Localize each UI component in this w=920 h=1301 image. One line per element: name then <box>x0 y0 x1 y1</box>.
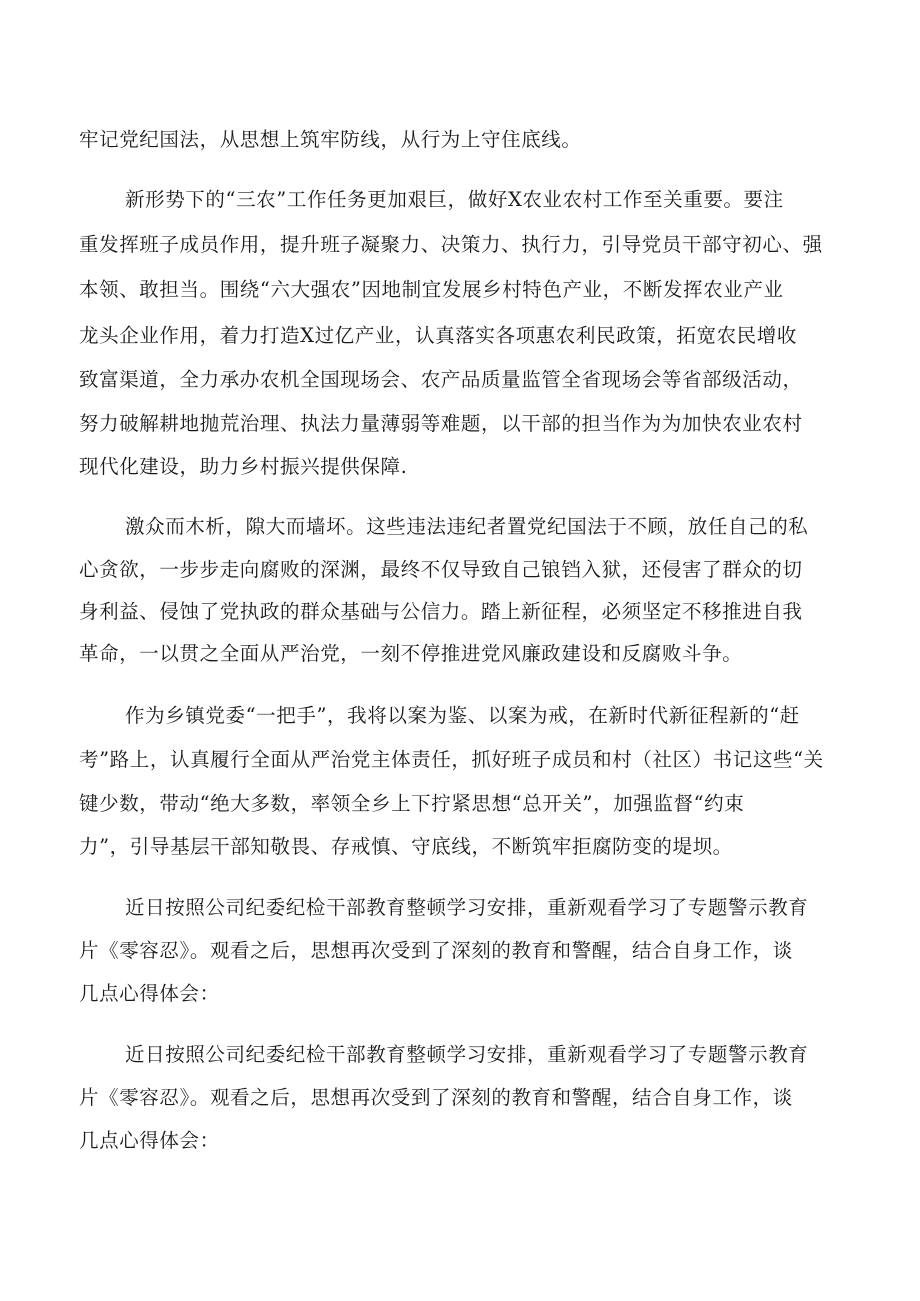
text-line: 作为乡镇党委“一把手”，我将以案为鉴、以案为戒，在新时代新征程新的“赶 <box>125 704 800 727</box>
text-line: 现代化建设，助力乡村振兴提供保障. <box>79 455 408 478</box>
text-line: 牢记党纪国法，从思想上筑牢防线，从行为上守住底线。 <box>79 128 582 151</box>
text-line: 身利益、侵蚀了党执政的群众基础与公信力。踏上新征程，必须坚定不移推进自我 <box>79 600 803 623</box>
text-line: 心贪欲，一步步走向腐败的深渊，最终不仅导致自己锒铛入狱，还侵害了群众的切 <box>79 558 803 581</box>
text-line: 近日按照公司纪委纪检干部教育整顿学习安排，重新观看学习了专题警示教育 <box>125 896 809 919</box>
text-line: 龙头企业作用，着力打造X过亿产业，认真落实各项惠农利民政策，拓宽农民增收 <box>79 324 797 347</box>
text-line: 本领、敢担当。围绕“六大强农”因地制宜发展乡村特色产业，不断发挥农业产业 <box>79 278 784 301</box>
text-line: 考”路上，认真履行全面从严治党主体责任，抓好班子成员和村（社区）书记这些“关 <box>79 748 824 771</box>
text-line: 片《零容忍》。观看之后，思想再次受到了深刻的教育和警醒，结合自身工作，谈 <box>79 1086 793 1109</box>
text-line: 键少数，带动“绝大多数，率领全乡上下拧紧思想“总开关”，加强监督“约束 <box>79 792 745 815</box>
text-line: 近日按照公司纪委纪检干部教育整顿学习安排，重新观看学习了专题警示教育 <box>125 1043 809 1066</box>
text-line: 努力破解耕地抛荒治理、执法力量薄弱等难题，以干部的担当作为为加快农业农村 <box>79 412 803 435</box>
text-line: 致富渠道，全力承办农机全国现场会、农产品质量监管全省现场会等省部级活动， <box>79 368 803 391</box>
text-line: 片《零容忍》。观看之后，思想再次受到了深刻的教育和警醒，结合自身工作，谈 <box>79 939 793 962</box>
text-line: 激众而木析，隙大而墙坏。这些违法违纪者置党纪国法于不顾，放任自己的私 <box>125 515 809 538</box>
text-line: 新形势下的“三农”工作任务更加艰巨，做好X农业农村工作至关重要。要注 <box>125 188 784 211</box>
text-line: 重发挥班子成员作用，提升班子凝聚力、决策力、执行力，引导党员干部守初心、强 <box>79 233 823 256</box>
text-line: 几点心得体会： <box>79 1129 220 1152</box>
text-line: 力”，引导基层干部知敬畏、存戒慎、守底线，不断筑牢拒腐防变的堤坝。 <box>79 835 733 858</box>
text-line: 几点心得体会： <box>79 982 220 1005</box>
text-line: 革命，一以贯之全面从严治党，一刻不停推进党风廉政建设和反腐败斗争。 <box>79 642 743 665</box>
